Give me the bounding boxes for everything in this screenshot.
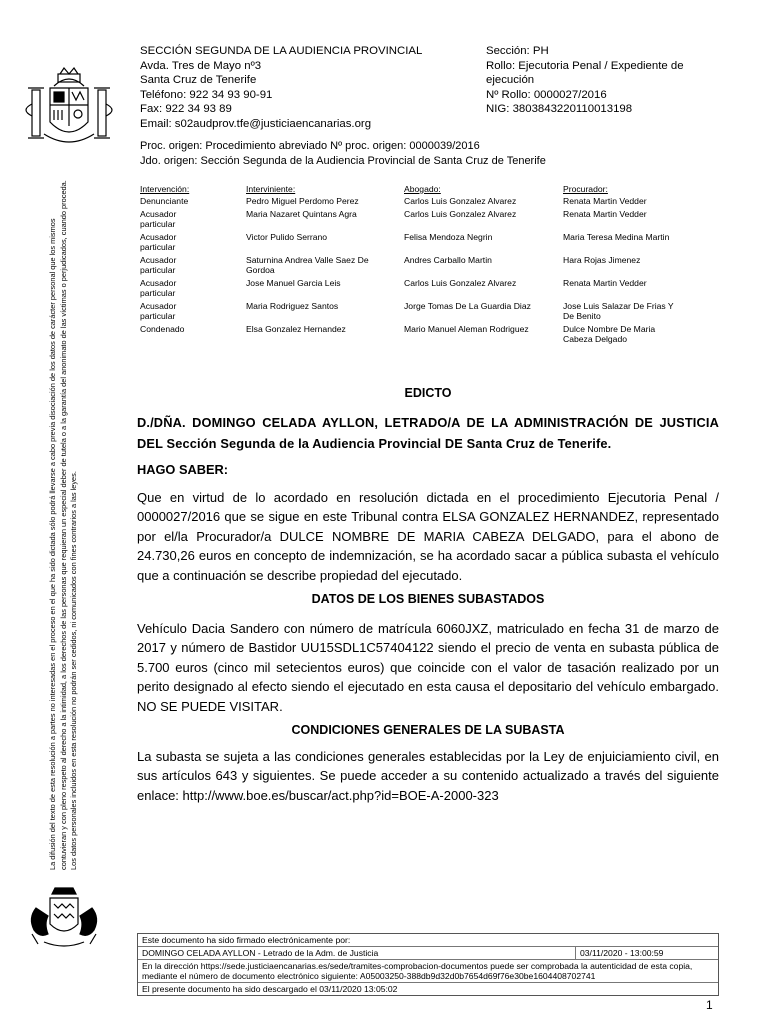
cell-party: Saturnina Andrea Valle Saez De Gordoa [246,255,369,275]
case-rollo-cont: ejecución [486,74,535,87]
clerk-line: D./DÑA. DOMINGO CELADA AYLLON, LETRADO/A DE LA ADMINISTRACIÓN DE JUSTICIA DEL Sección Segunda de la Audiencia Provincial DE Santa Cruz de Tenerife. [137,415,719,451]
court-fax: Fax: 922 34 93 89 [140,103,232,116]
court-address: Avda. Tres de Mayo nº3 [140,59,262,72]
table-row [140,278,695,301]
court-city: Santa Cruz de Tenerife [140,74,257,87]
cell-role: Acusador particular [140,301,177,321]
court-name: SECCIÓN SEGUNDA DE LA AUDIENCIA PROVINCIAL [140,45,423,57]
table-row [140,301,695,324]
verification-text: En la dirección https://sede.justiciaencanarias.es/sede/tramites-comprobacion-documentos puede ser comprobada la autenticidad de esta copia, mediante el número de documento electrónico siguiente: A05003250-388db9d32d0b7654d69f76e30be1604408702741 [138,959,718,982]
table-row [140,324,695,347]
cell-lawyer: Felisa Mendoza Negrin [404,232,493,242]
cell-role: Acusador particular [140,232,177,252]
header-abogado: Abogado: [404,184,441,194]
hago-saber: HAGO SABER: [137,462,229,477]
cell-party: Pedro Miguel Perdomo Perez [246,196,359,206]
cell-procurator: Renata Martin Vedder [563,278,647,288]
table-row [140,196,695,209]
case-section: Sección: PH [486,45,549,57]
page-number: 1 [706,998,713,1012]
canarias-coat-of-arms-icon [22,884,106,956]
signed-label: Este documento ha sido firmado electrónicamente por: [142,935,351,945]
cell-role: Acusador particular [140,209,177,229]
cell-lawyer: Andres Carballo Martin [404,255,492,265]
paragraph-2: Vehículo Dacia Sandero con número de matrícula 6060JXZ, matriculado en fecha 31 de marzo de 2017 y número de Bastidor UU15SDL1C57404122 siendo el precio de venta en subasta pública de 5.700 euros (cinco mil setecientos euros) que coincide con el valor de tasación realizado por un perito designado al efecto siendo el ejecutado en esta causa el depositario del vehículo embargado. NO SE PUEDE VISITAR. [137,621,719,714]
signed-date: 03/11/2020 - 13:00:59 [580,948,664,958]
header-procurador: Procurador: [563,184,608,194]
section-title-condiciones: CONDICIONES GENERALES DE LA SUBASTA [291,723,565,737]
cell-role: Condenado [140,324,185,334]
cell-procurator: Maria Teresa Medina Martin [563,232,670,242]
court-phone: Teléfono: 922 34 93 90-91 [140,88,273,101]
origin-jdo: Jdo. origen: Sección Segunda de la Audiencia Provincial de Santa Cruz de Tenerife [140,154,546,167]
signature-box [137,933,719,996]
table-row [140,255,695,278]
court-header [140,44,422,132]
cell-party: Victor Pulido Serrano [246,232,328,242]
cell-party: Jose Manuel Garcia Leis [246,278,341,288]
court-email: Email: s02audprov.tfe@justiciaencanarias.org [140,117,372,130]
cell-procurator: Jose Luis Salazar De Frias Y De Benito [563,301,674,321]
cell-lawyer: Mario Manuel Aleman Rodriguez [404,324,529,334]
section-title-bienes: DATOS DE LOS BIENES SUBASTADOS [311,592,545,606]
case-rollo-number: Nº Rollo: 0000027/2016 [486,88,607,101]
privacy-side-note: La difusión del texto de esta resolución a partes no interesadas en el proceso en el que ha sido dictada sólo podrá llevarse a cabo previa disociación de los datos de carácter personal que los mismos contuvieran y con pleno respeto al derecho a la intimidad, a los derechos de las personas que requieran un especial deber de tutela o a la garantía del anonimato de las víctimas o perjudicados, cuando proceda. Los datos personales incluidos en esta resolución no podrán ser cedidos, ni comunicados con fines contrarios a las leyes. [48,180,78,870]
table-row [140,209,695,232]
cell-party: Elsa Gonzalez Hernandez [246,324,346,334]
signer-row [138,946,718,959]
cell-lawyer: Carlos Luis Gonzalez Alvarez [404,209,517,219]
spain-coat-of-arms-icon [14,64,124,156]
cell-role: Denunciante [140,196,189,206]
parties-table [140,184,695,347]
cell-role: Acusador particular [140,255,177,275]
edicto-title: EDICTO [404,386,452,400]
cell-lawyer: Jorge Tomas De La Guardia Diaz [404,301,531,311]
case-rollo: Rollo: Ejecutoria Penal / Expediente de [486,59,684,72]
cell-procurator: Dulce Nombre De Maria Cabeza Delgado [563,324,656,344]
paragraph-3: La subasta se sujeta a las condiciones generales establecidas por la Ley de enjuiciamiento civil, en sus artículos 643 y siguientes. Se puede acceder a su contenido actualizado a través del siguiente enlace: http://www.boe.es/buscar/act.php?id=BOE-A-2000-323 [137,749,719,803]
origin-proc: Proc. origen: Procedimiento abreviado Nº proc. origen: 0000039/2016 [140,140,480,152]
parties-header-row [140,184,695,196]
case-nig: NIG: 3803843220110013198 [486,103,633,116]
cell-procurator: Hara Rojas Jimenez [563,255,641,265]
header-intervencion: Intervención: [140,184,190,194]
origin-block [140,139,546,168]
cell-lawyer: Carlos Luis Gonzalez Alvarez [404,196,517,206]
download-text: El presente documento ha sido descargado el 03/11/2020 13:05:02 [138,982,718,995]
case-header [486,44,684,117]
paragraph-1: Que en virtud de lo acordado en resolución dictada en el procedimiento Ejecutoria Penal / 0000027/2016 que se sigue en este Tribunal contra ELSA GONZALEZ HERNANDEZ, representado por el/la Procurador/a DULCE NOMBRE DE MARIA CABEZA DELGADO, para el abono de 24.730,26 euros en concepto de indemnización, se ha acordado sacar a pública subasta el vehículo que a continuación se describe propiedad del ejecutado. [137,490,719,583]
header-interviniente: Interviniente: [246,184,296,194]
cell-party: Maria Nazaret Quintans Agra [246,209,357,219]
cell-role: Acusador particular [140,278,177,298]
signer-name: DOMINGO CELADA AYLLON - Letrado de la Adm. de Justicia [138,947,576,959]
cell-party: Maria Rodriguez Santos [246,301,339,311]
cell-procurator: Renata Martin Vedder [563,196,647,206]
cell-lawyer: Carlos Luis Gonzalez Alvarez [404,278,517,288]
cell-procurator: Renata Martin Vedder [563,209,647,219]
table-row [140,232,695,255]
